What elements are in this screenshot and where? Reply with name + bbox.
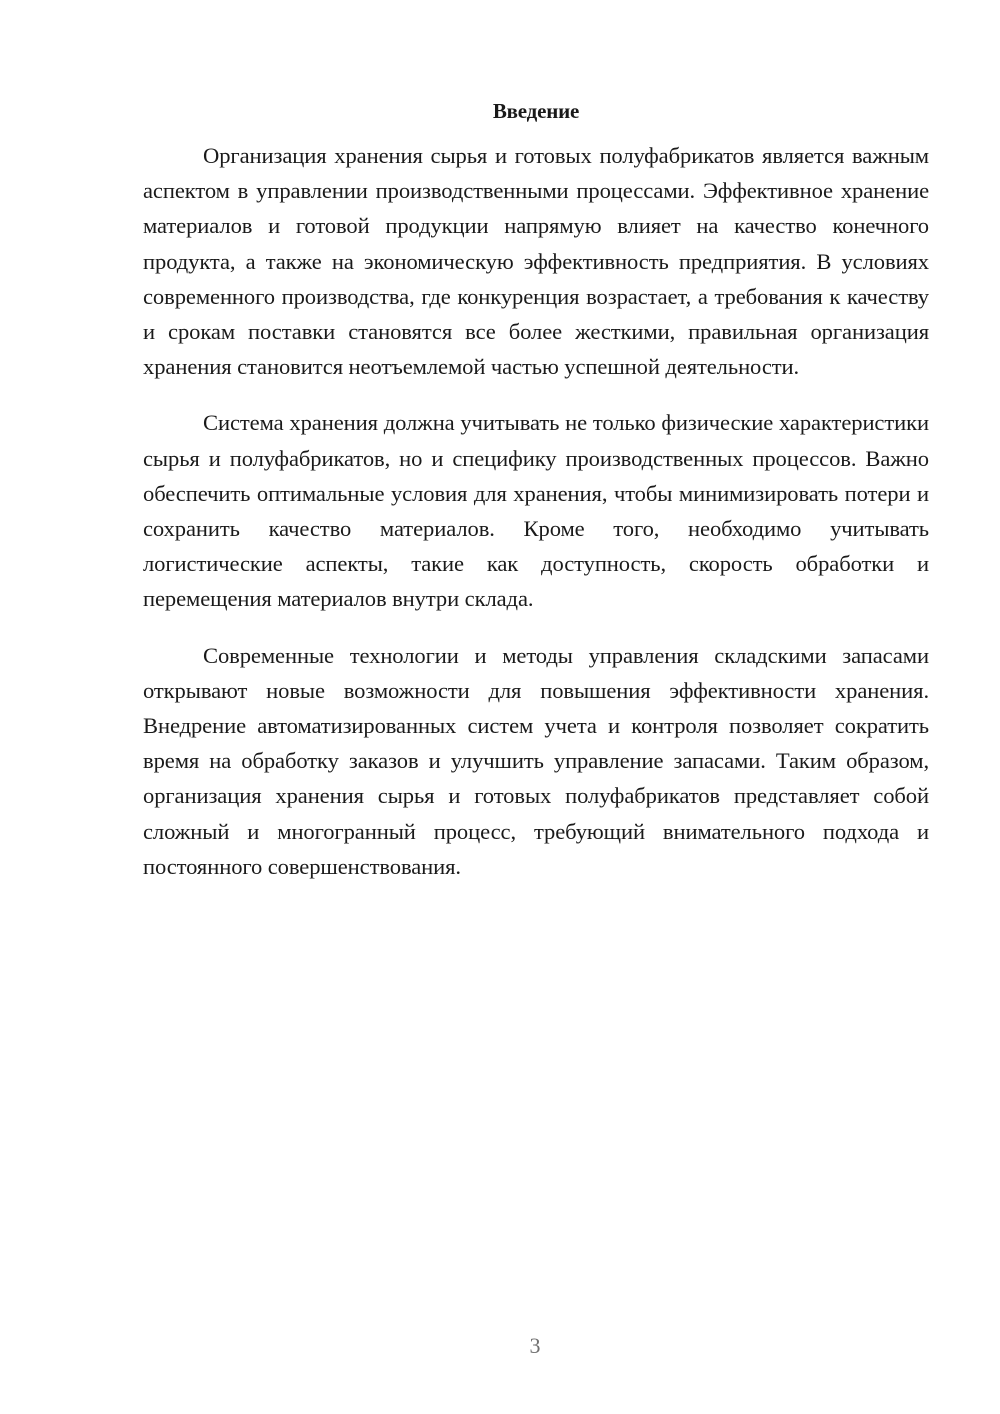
section-title: Введение xyxy=(492,99,580,123)
paragraph-2: Система хранения должна учитывать не только физические характеристики сырья и полуфабрикатов, но и специфику производственных процессов. Важно обеспечить оптимальные условия для хранения, чтобы минимизировать потери и сохранить качество материалов. Кроме того, необходимо учитывать логистические аспекты, такие как доступность, скорость обработки и перемещения материалов внутри склада. xyxy=(143,410,929,612)
page-number: 3 xyxy=(529,1333,541,1358)
page-content xyxy=(143,96,929,905)
paragraph-3: Современные технологии и методы управления складскими запасами открывают новые возможности для повышения эффективности хранения. Внедрение автоматизированных систем учета и контроля позволяет сократить время на обработку заказов и улучшить управление запасами. Таким образом, организация хранения сырья и готовых полуфабрикатов представляет собой сложный и многогранный процесс, требующий внимательного подхода и постоянного совершенствования. xyxy=(143,642,929,879)
paragraph-1: Организация хранения сырья и готовых полуфабрикатов является важным аспектом в управлении производственными процессами. Эффективное хранение материалов и готовой продукции напрямую влияет на качество конечного продукта, а также на экономическую эффективность предприятия. В условиях современного производства, где конкуренция возрастает, а требования к качеству и срокам поставки становятся все более жесткими, правильная организация хранения становится неотъемлемой частью успешной деятельности. xyxy=(143,143,929,380)
